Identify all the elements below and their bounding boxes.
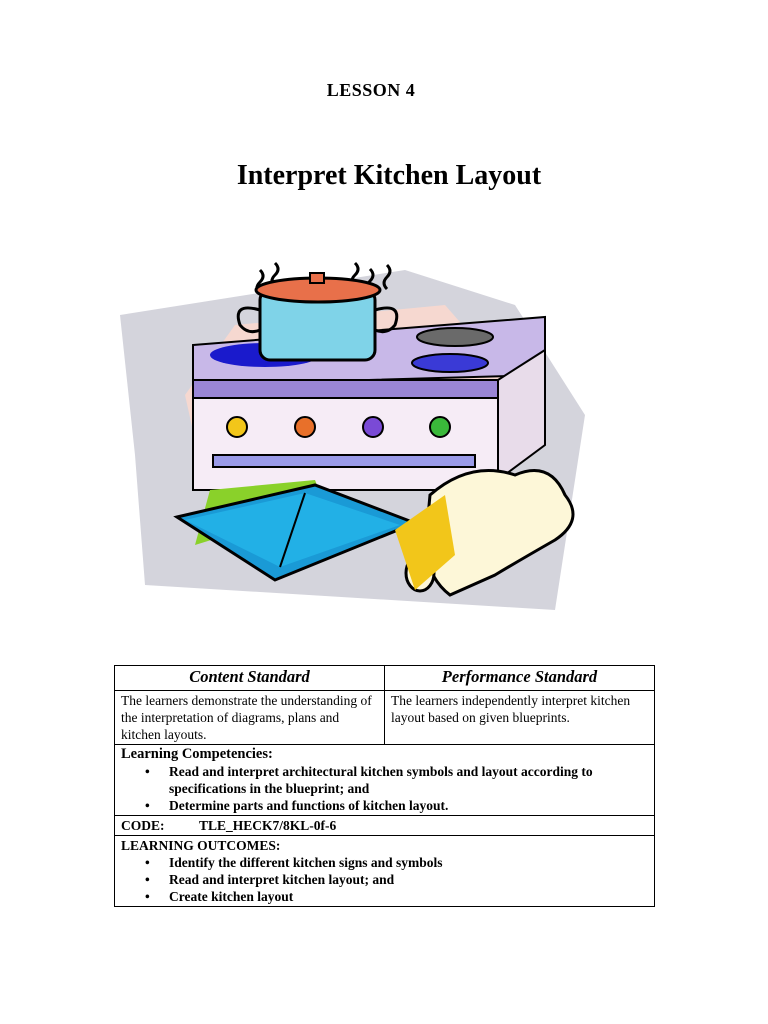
code-value: TLE_HECK7/8KL-0f-6 bbox=[199, 818, 337, 833]
competencies-heading: Learning Competencies: bbox=[121, 746, 273, 762]
competencies-row bbox=[115, 745, 655, 816]
knob-icon bbox=[363, 417, 383, 437]
burner-back bbox=[417, 328, 493, 346]
content-standard-text: The learners demonstrate the understanding of the interpretation of diagrams, plans and kitchen layouts. bbox=[115, 691, 385, 745]
performance-standard-text: The learners independently interpret kitchen layout based on given blueprints. bbox=[385, 691, 655, 745]
list-item: • Read and interpret kitchen layout; and bbox=[145, 871, 648, 888]
knob-icon bbox=[227, 417, 247, 437]
stove-body bbox=[193, 398, 498, 490]
outcomes-heading: LEARNING OUTCOMES: bbox=[121, 838, 281, 853]
list-item: • Create kitchen layout bbox=[145, 888, 648, 905]
knob-icon bbox=[295, 417, 315, 437]
outcomes-list bbox=[121, 854, 648, 905]
page-title: Interpret Kitchen Layout bbox=[236, 160, 542, 191]
list-item: • Identify the different kitchen signs and symbols bbox=[145, 854, 648, 871]
list-item: • Read and interpret architectural kitchen symbols and layout according to specifications in the blueprint; and bbox=[145, 763, 648, 797]
competencies-list bbox=[121, 763, 648, 814]
list-item: • Determine parts and functions of kitchen layout. bbox=[145, 797, 648, 814]
table-header-row bbox=[115, 666, 655, 691]
code-label: CODE: bbox=[121, 818, 165, 833]
performance-standard-header: Performance Standard bbox=[385, 666, 655, 691]
code-cell bbox=[115, 816, 655, 836]
standards-row bbox=[115, 691, 655, 745]
oven-handle bbox=[213, 455, 475, 467]
outcomes-cell bbox=[115, 836, 655, 907]
kitchen-stove-clipart bbox=[115, 255, 585, 625]
competencies-cell bbox=[115, 745, 655, 816]
stove-front-trim bbox=[193, 380, 498, 398]
lesson-label: LESSON 4 bbox=[326, 80, 416, 100]
content-standard-header: Content Standard bbox=[115, 666, 385, 691]
pot-icon bbox=[238, 273, 397, 360]
standards-table bbox=[114, 665, 655, 907]
burner-front bbox=[412, 354, 488, 372]
outcomes-row bbox=[115, 836, 655, 907]
code-row bbox=[115, 816, 655, 836]
knob-icon bbox=[430, 417, 450, 437]
